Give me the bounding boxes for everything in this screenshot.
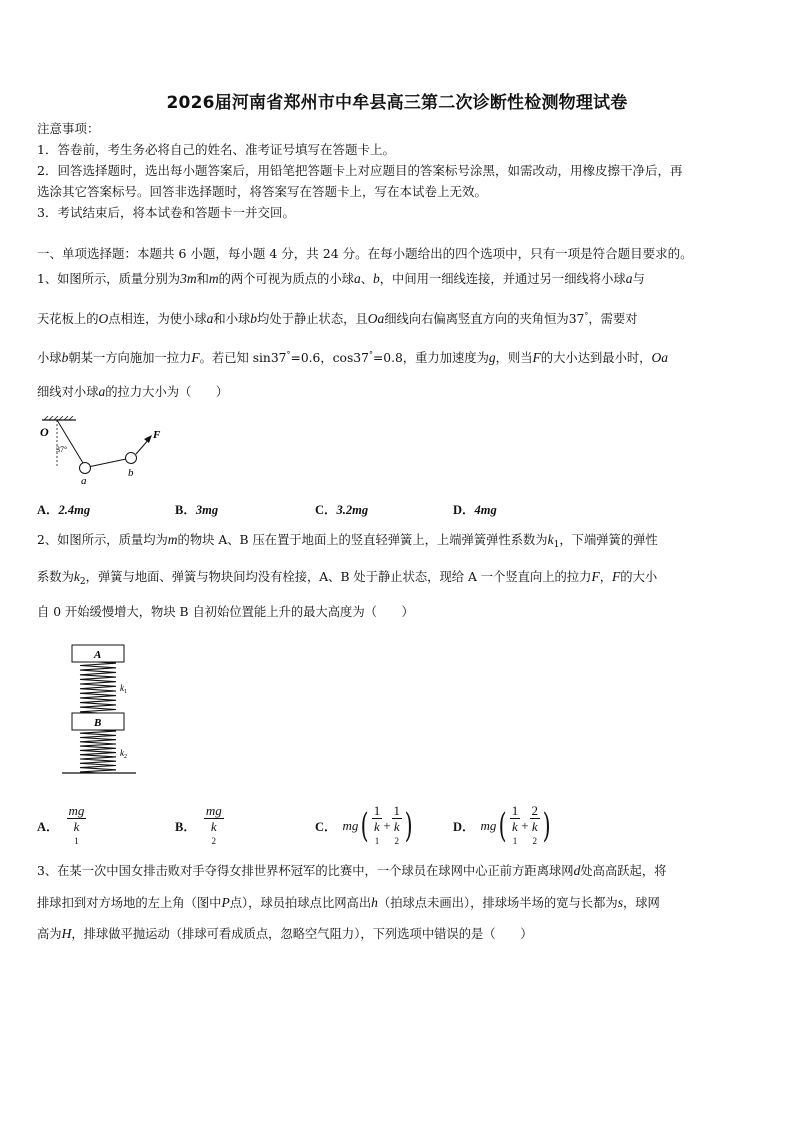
block-b-label: B [94,717,102,729]
ball-a [80,463,91,474]
label-F: F [153,429,161,441]
q1-line-3: 小球b朝某一方向施加一拉力F。若已知 sin37°=0.6，cos37°=0.8，重力加速度为g，则当F的大小达到最小时，Oa [37,350,668,365]
q1-option-a[interactable]: A．2.4mg [37,503,91,517]
q1-line-1: 1、如图所示，质量分别为3m和m的两个可视为质点的小球a、b，中间用一细线连接，并通过另一细线将小球a与 [37,271,645,286]
q2-option-d-frac-2: 2 k 2 [531,803,539,846]
q2-option-a-fraction: mg k 1 [68,803,85,846]
notice-item-3: 3．考试结束后，将本试卷和答题卡一并交回。 [37,205,295,220]
ball-b [126,453,137,464]
page-title: 2026届河南省郑州市中牟县高三第二次诊断性检测物理试卷 [166,93,628,113]
spring-k2 [80,730,116,773]
string-ab [88,459,126,467]
string-oa [57,420,83,463]
section-heading: 一、单项选择题：本题共 6 小题，每小题 4 分，共 24 分。在每小题给出的四个选项中，只有一项是符合题目要求的。 [37,246,693,261]
q3-line-2: 排球扣到对方场地的左上角（图中P点），球员拍球点比网高出h（拍球点未画出），排球场半场的宽与长都为s，球网 [37,895,660,910]
notice-item-2: 2．回答选择题时，选出每小题答案后，用铅笔把答题卡上对应题目的答案标号涂黑，如需改动，用橡皮擦干净后，再 [37,163,683,178]
spring-k2-label: $k_2$ [120,748,127,760]
q2-option-d[interactable]: D． mg ( 1 k 1 + 2 k 2 ) [453,804,553,848]
q2-option-c-frac-2: 1 k 2 [393,803,401,846]
ceiling-hatch [44,416,73,420]
q3-line-3: 高为H，排球做平抛运动（排球可看成质点，忽略空气阻力），下列选项中错误的是（ ） [37,926,533,941]
q2-option-c-frac-1: 1 k 1 [373,803,381,846]
q2-line-3: 自 0 开始缓慢增大，物块 B 自初始位置能上升的最大高度为（ ） [37,605,414,619]
q1-line-2: 天花板上的O点相连，为使小球a和小球b均处于静止状态，且Oa细线向右偏离竖直方向的夹角恒为37°，需要对 [37,311,638,326]
spring-k1-label: $k_1$ [120,683,127,695]
notice-item-2-cont: 选涂其它答案标号。回答非选择题时，将答案写在答题卡上，写在本试卷上无效。 [37,184,488,199]
label-b: b [128,467,134,479]
q1-figure [38,416,168,488]
q2-option-d-frac-1: 1 k 1 [511,803,519,846]
q1-option-b[interactable]: B．3mg [175,503,219,517]
q1-option-c[interactable]: C．3.2mg [315,503,369,517]
q2-option-b-fraction: mg k 2 [205,803,222,846]
label-angle: 37° [56,445,68,454]
q3-line-1: 3、在某一次中国女排击败对手夺得女排世界杯冠军的比赛中，一个球员在球网中心正前方距离球网d处高高跃起，将 [37,863,667,878]
spring-k1 [80,662,116,713]
notice-heading: 注意事项： [37,121,100,136]
label-a: a [81,475,87,487]
q2-option-b[interactable]: B． mg k 2 [175,806,224,846]
label-O: O [40,425,49,439]
notice-item-1: 1．答卷前，考生务必将自己的姓名、准考证号填写在答题卡上。 [37,142,395,157]
q1-option-d[interactable]: D．4mg [453,503,497,517]
q2-option-c[interactable]: C． mg ( 1 k 1 + 1 k 2 ) [315,804,415,848]
q2-figure [60,641,140,777]
block-a-label: A [94,649,102,661]
q2-line-2: 系数为$k_2$，弹簧与地面、弹簧与物块间均没有栓接，A、B 处于静止状态，现给 A 一个竖直向上的拉力F，F的大小 [37,569,658,587]
q2-line-1: 2、如图所示，质量均为m的物块 A、B 压在置于地面上的竖直轻弹簧上，上端弹簧弹性系数为$k_1$，下端弹簧的弹性 [37,532,658,550]
force-arrowhead [144,435,152,443]
q1-line-4: 细线对小球a的拉力大小为（ ） [37,384,229,399]
q2-option-a[interactable]: A． mg k 1 [37,806,86,846]
